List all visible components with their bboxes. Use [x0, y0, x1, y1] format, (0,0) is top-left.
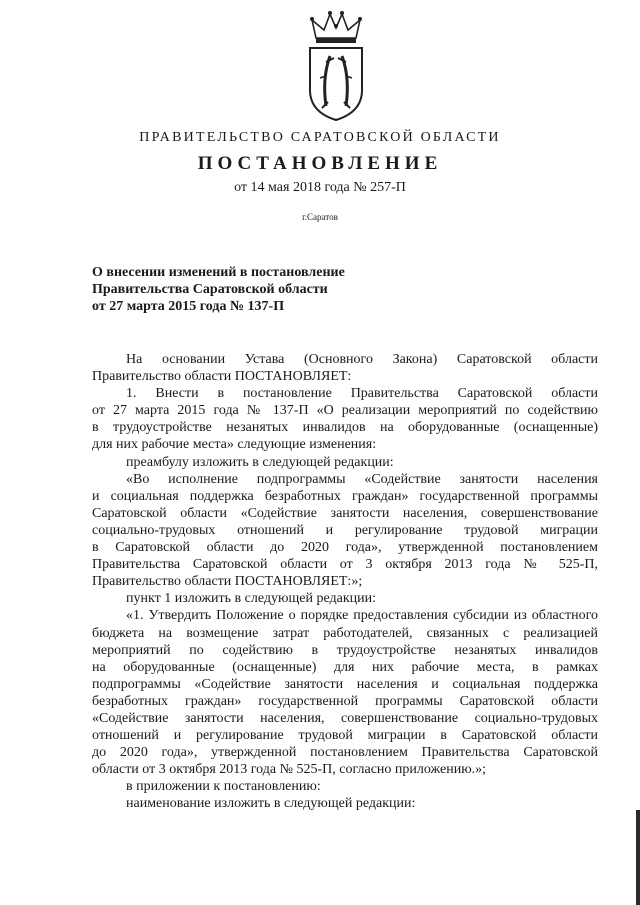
body-line: мероприятий по содействию в трудоустройстве незанятых инвалидов [92, 642, 598, 658]
coat-of-arms-icon [296, 8, 376, 123]
body-line: области от 3 октября 2013 года № 525-П, согласно приложению.»; [92, 762, 487, 778]
document-city: г.Саратов [302, 212, 338, 222]
body-line: в Саратовской области до 2020 года», утвержденной постановлением [92, 540, 598, 556]
document-subject [92, 264, 345, 315]
body-line: от 27 марта 2015 года № 137-П «О реализации мероприятий по содействию [92, 403, 598, 419]
body-line: в приложении к постановлению: [126, 779, 321, 795]
body-line: «Содействие занятости населения, совершенствование социально-трудовых [92, 710, 598, 726]
body-line: социально-трудовых отношений и регулирование трудовой миграции [92, 522, 598, 538]
body-line: Правительство области ПОСТАНОВЛЯЕТ:»; [92, 574, 363, 590]
body-line: преамбулу изложить в следующей редакции: [126, 454, 394, 470]
document-type: ПОСТАНОВЛЕНИЕ [197, 153, 443, 174]
body-line: до 2020 года», утвержденной постановлением Правительства Саратовской [92, 745, 598, 761]
body-line: наименование изложить в следующей редакции: [126, 796, 416, 812]
body-line: Саратовской области «Содействие занятости населения, совершенствование [92, 505, 598, 521]
body-line: для них рабочие места» следующие изменения: [92, 437, 377, 453]
body-line: на оборудованные (оснащенные) для них рабочие места, в рамках [92, 659, 598, 675]
body-line: бюджета на возмещение затрат работодателей, связанных с реализацией [92, 625, 598, 641]
body-line: На основании Устава (Основного Закона) Саратовской области [126, 352, 598, 367]
document-body [92, 351, 598, 813]
body-line: пункт 1 изложить в следующей редакции: [126, 591, 376, 607]
government-name: ПРАВИТЕЛЬСТВО САРАТОВСКОЙ ОБЛАСТИ [139, 130, 501, 145]
body-line: Правительства Саратовской области от 3 октября 2013 года № 525-П, [92, 557, 598, 573]
body-line: в трудоустройстве незанятых инвалидов на оборудованные (оснащенные) [92, 420, 598, 436]
subject-line: О внесении изменений в постановление [92, 265, 345, 280]
body-line: и социальная поддержка безработных граждан» государственной программы [92, 488, 598, 504]
body-line: 1. Внести в постановление Правительства Саратовской области [126, 386, 598, 402]
subject-line: Правительства Саратовской области [92, 282, 328, 297]
scan-edge-mark [636, 810, 640, 905]
body-line: подпрограммы «Содействие занятости населения и социальная поддержка [92, 676, 598, 692]
body-line: «1. Утвердить Положение о порядке предоставления субсидии из областного [126, 608, 598, 624]
body-line: Правительство области ПОСТАНОВЛЯЕТ: [92, 369, 352, 385]
body-line: безработных граждан» государственной программы Саратовской области [92, 693, 598, 709]
document-date: от 14 мая 2018 года № 257-П [234, 180, 406, 195]
subject-line: от 27 марта 2015 года № 137-П [92, 299, 285, 314]
body-line: отношений и регулирование трудовой миграции в Саратовской области [92, 728, 598, 744]
body-line: «Во исполнение подпрограммы «Содействие занятости населения [126, 471, 598, 487]
